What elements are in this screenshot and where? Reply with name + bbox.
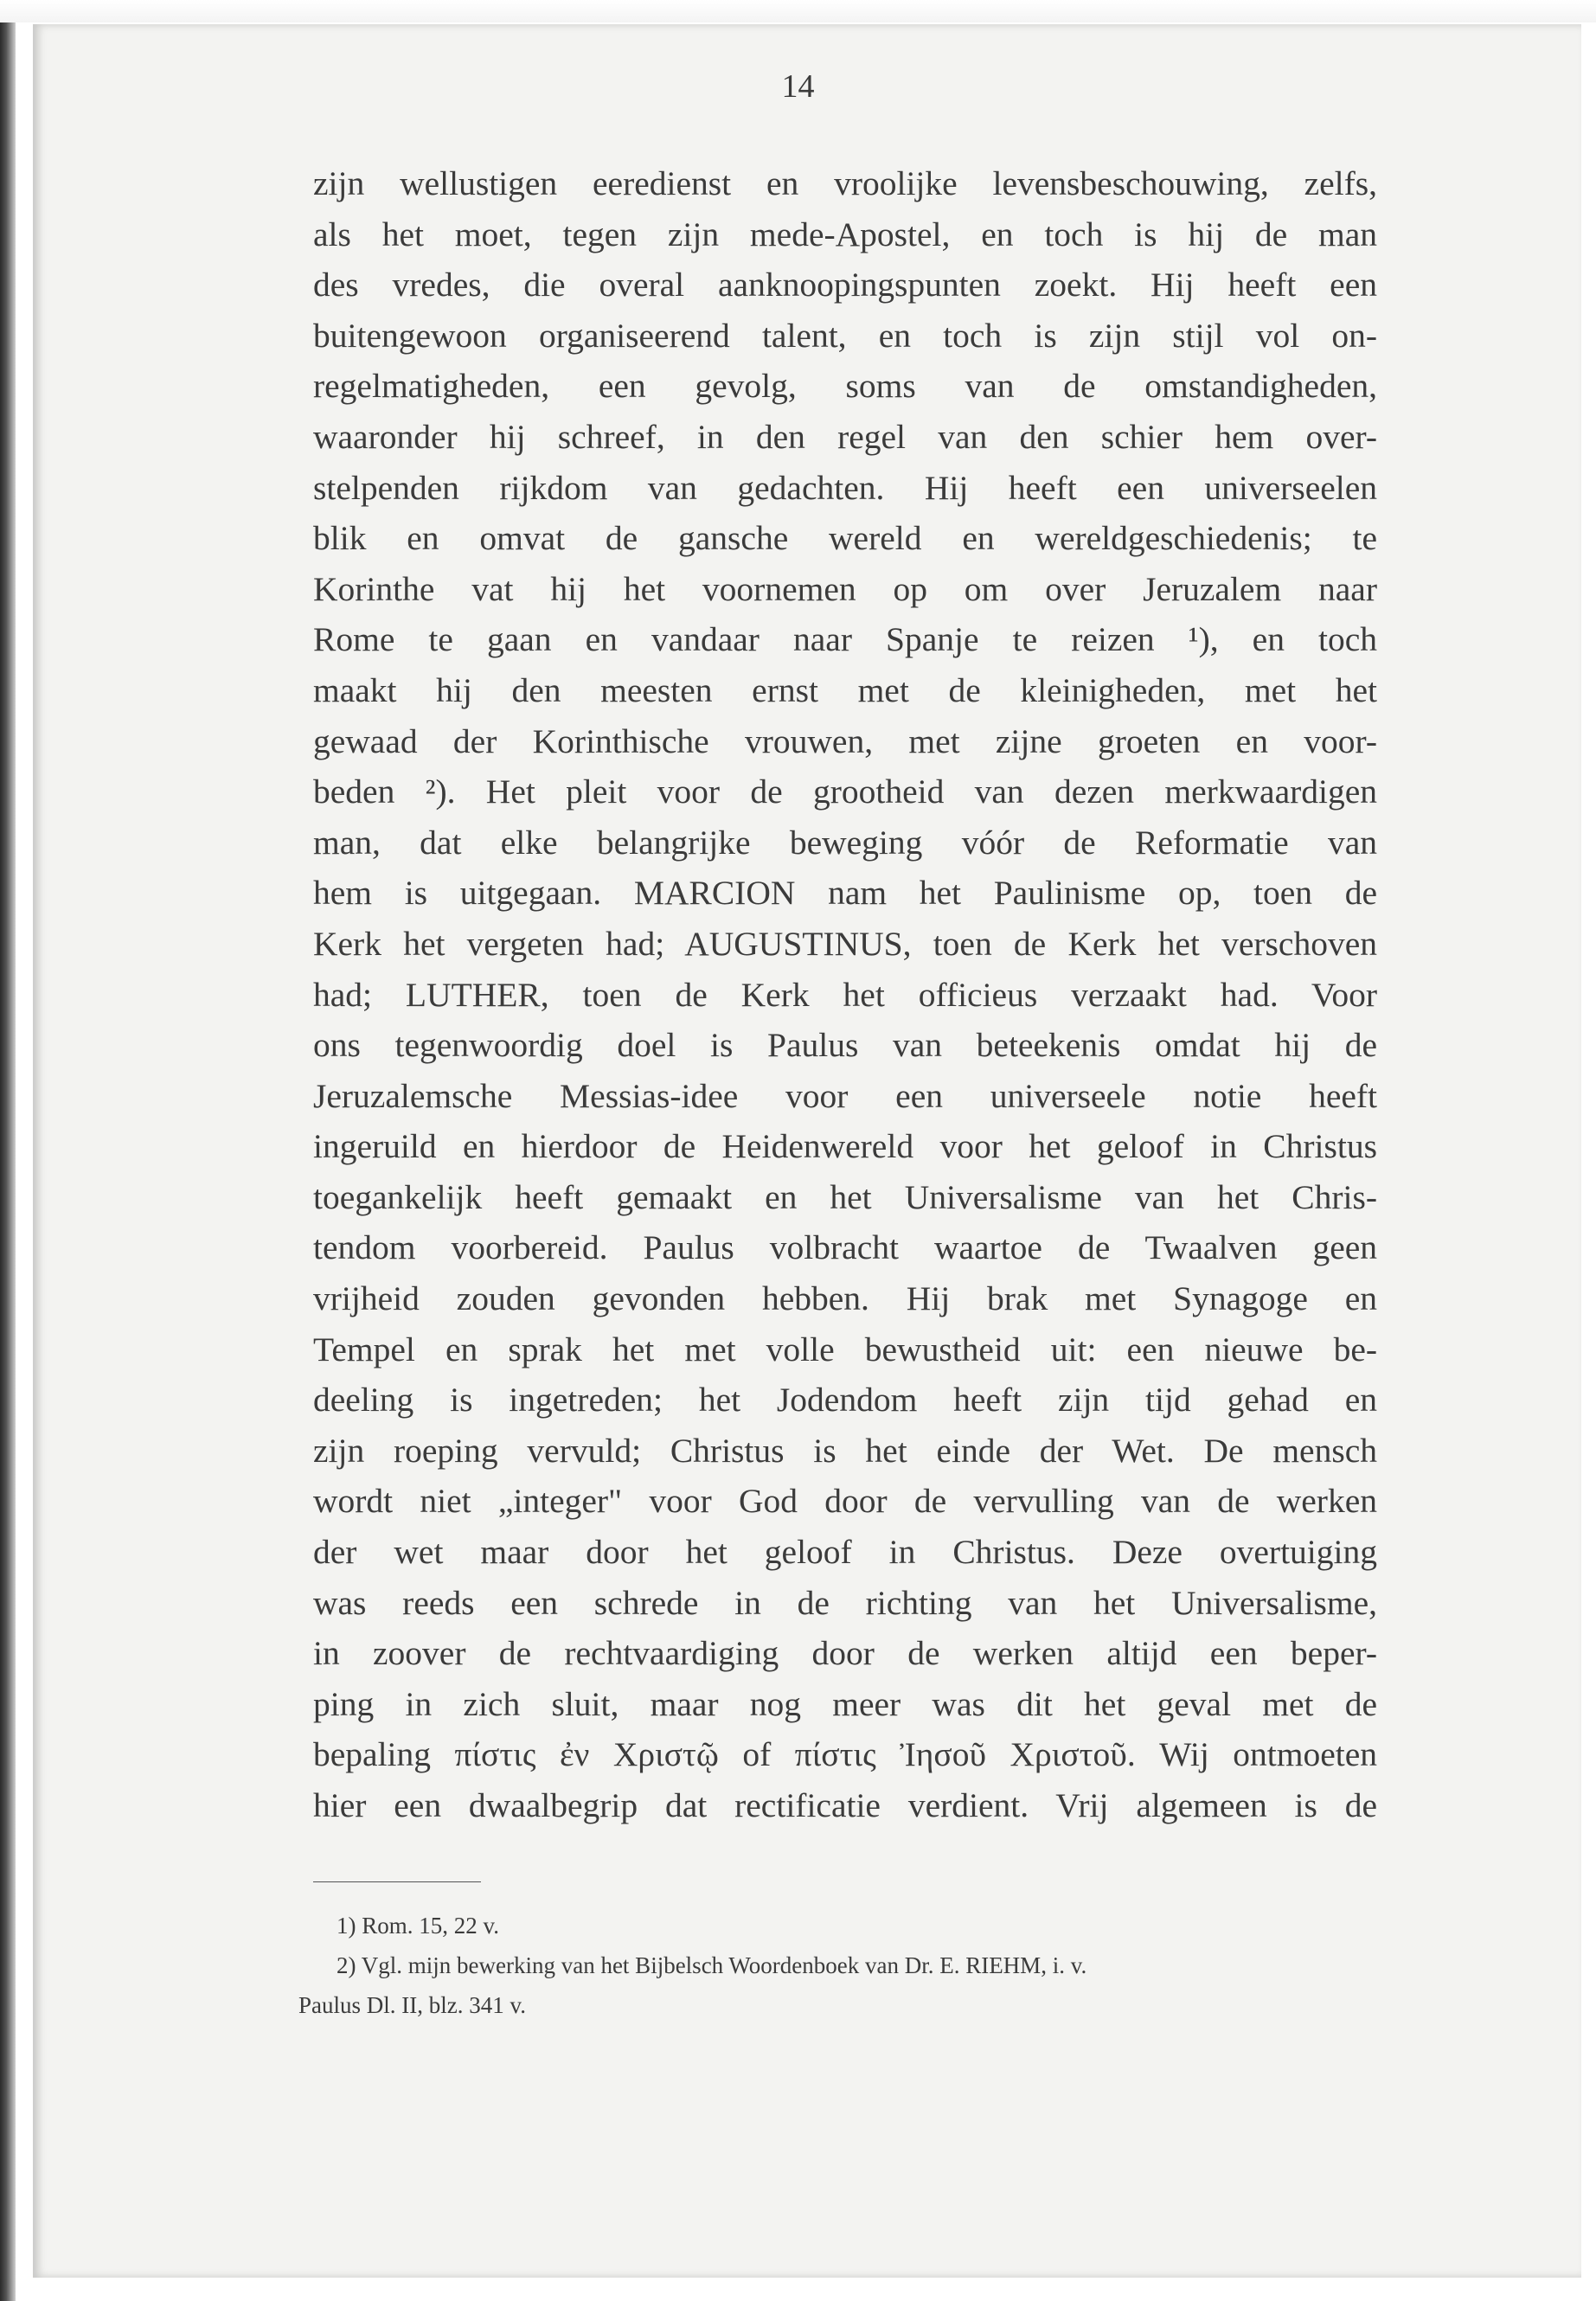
scan-top-margin bbox=[0, 0, 1596, 22]
body-line: hem is uitgegaan. MARCION nam het Paulinisme op, toen de bbox=[313, 874, 1377, 913]
body-line: was reeds een schrede in de richting van het Universalisme, bbox=[313, 1583, 1377, 1622]
body-line: gewaad der Korinthische vrouwen, met zijne groeten en voor- bbox=[313, 721, 1377, 760]
footnote-2-continued: Paulus Dl. II, blz. 341 v. bbox=[298, 1992, 526, 2018]
body-line: maakt hij den meesten ernst met de kleinigheden, met het bbox=[313, 670, 1377, 709]
body-line: ping in zich sluit, maar nog meer was dit het geval met de bbox=[313, 1684, 1377, 1723]
footnote-2: 2) Vgl. mijn bewerking van het Bijbelsch Woordenboek van Dr. E. RIEHM, i. v. bbox=[337, 1952, 1087, 1978]
body-line: bepaling πίστις ἐν Χριστῷ of πίστις Ἰησοῦ Χριστοῦ. Wij ontmoeten bbox=[313, 1735, 1377, 1774]
body-line: regelmatigheden, een gevolg, soms van de omstandigheden, bbox=[313, 367, 1377, 406]
footnote-divider bbox=[313, 1881, 481, 1882]
body-line: zijn roeping vervuld; Christus is het einde der Wet. De mensch bbox=[313, 1431, 1377, 1470]
body-line: deeling is ingetreden; het Jodendom heeft zijn tijd gehad en bbox=[313, 1381, 1377, 1420]
body-line: had; LUTHER, toen de Kerk het officieus verzaakt had. Voor bbox=[313, 975, 1377, 1014]
scan-binding-edge bbox=[0, 0, 16, 2301]
body-line: Tempel en sprak het met volle bewustheid uit: een nieuwe be- bbox=[313, 1330, 1377, 1368]
body-line: der wet maar door het geloof in Christus. Deze overtuiging bbox=[313, 1533, 1377, 1572]
body-line: toegankelijk heeft gemaakt en het Universalisme van het Chris- bbox=[313, 1177, 1377, 1216]
body-line: wordt niet „integer" voor God door de vervulling van de werken bbox=[313, 1482, 1377, 1521]
body-line: ons tegenwoordig doel is Paulus van beteekenis omdat hij de bbox=[313, 1026, 1377, 1065]
body-line: Kerk het vergeten had; AUGUSTINUS, toen de Kerk het verschoven bbox=[313, 924, 1377, 963]
body-line: Jeruzalemsche Messias-idee voor een universeele notie heeft bbox=[313, 1076, 1377, 1115]
body-line: hier een dwaalbegrip dat rectificatie verdient. Vrij algemeen is de bbox=[313, 1786, 1377, 1824]
body-line: zijn wellustigen eeredienst en vroolijke levensbeschouwing, zelfs, bbox=[313, 164, 1377, 202]
body-line: vrijheid zouden gevonden hebben. Hij brak met Synagoge en bbox=[313, 1279, 1377, 1318]
body-line: des vredes, die overal aanknoopingspunten zoekt. Hij heeft een bbox=[313, 266, 1377, 304]
body-line: Korinthe vat hij het voornemen op om over Jeruzalem naar bbox=[313, 569, 1377, 608]
footnote-1: 1) Rom. 15, 22 v. bbox=[337, 1913, 499, 1939]
body-line: waaronder hij schreef, in den regel van den schier hem over- bbox=[313, 417, 1377, 456]
body-line: als het moet, tegen zijn mede-Apostel, en toch is hij de man bbox=[313, 215, 1377, 253]
body-line: ingeruild en hierdoor de Heidenwereld voor het geloof in Christus bbox=[313, 1127, 1377, 1166]
body-line: buitengewoon organiseerend talent, en toch is zijn stijl vol on- bbox=[313, 316, 1377, 355]
footnotes bbox=[298, 1906, 1380, 2025]
body-line: stelpenden rijkdom van gedachten. Hij heeft een universeelen bbox=[313, 468, 1377, 507]
body-line: Rome te gaan en vandaar naar Spanje te reizen ¹), en toch bbox=[313, 620, 1377, 659]
body-line: man, dat elke belangrijke beweging vóór de Reformatie van bbox=[313, 823, 1377, 862]
body-line: tendom voorbereid. Paulus volbracht waartoe de Twaalven geen bbox=[313, 1228, 1377, 1267]
body-line: blik en omvat de gansche wereld en wereldgeschiedenis; te bbox=[313, 519, 1377, 558]
body-line: beden ²). Het pleit voor de grootheid van dezen merkwaardigen bbox=[313, 772, 1377, 811]
page-number: 14 bbox=[781, 68, 815, 105]
body-line: in zoover de rechtvaardiging door de werken altijd een beper- bbox=[313, 1634, 1377, 1673]
body-text bbox=[313, 158, 1377, 1831]
